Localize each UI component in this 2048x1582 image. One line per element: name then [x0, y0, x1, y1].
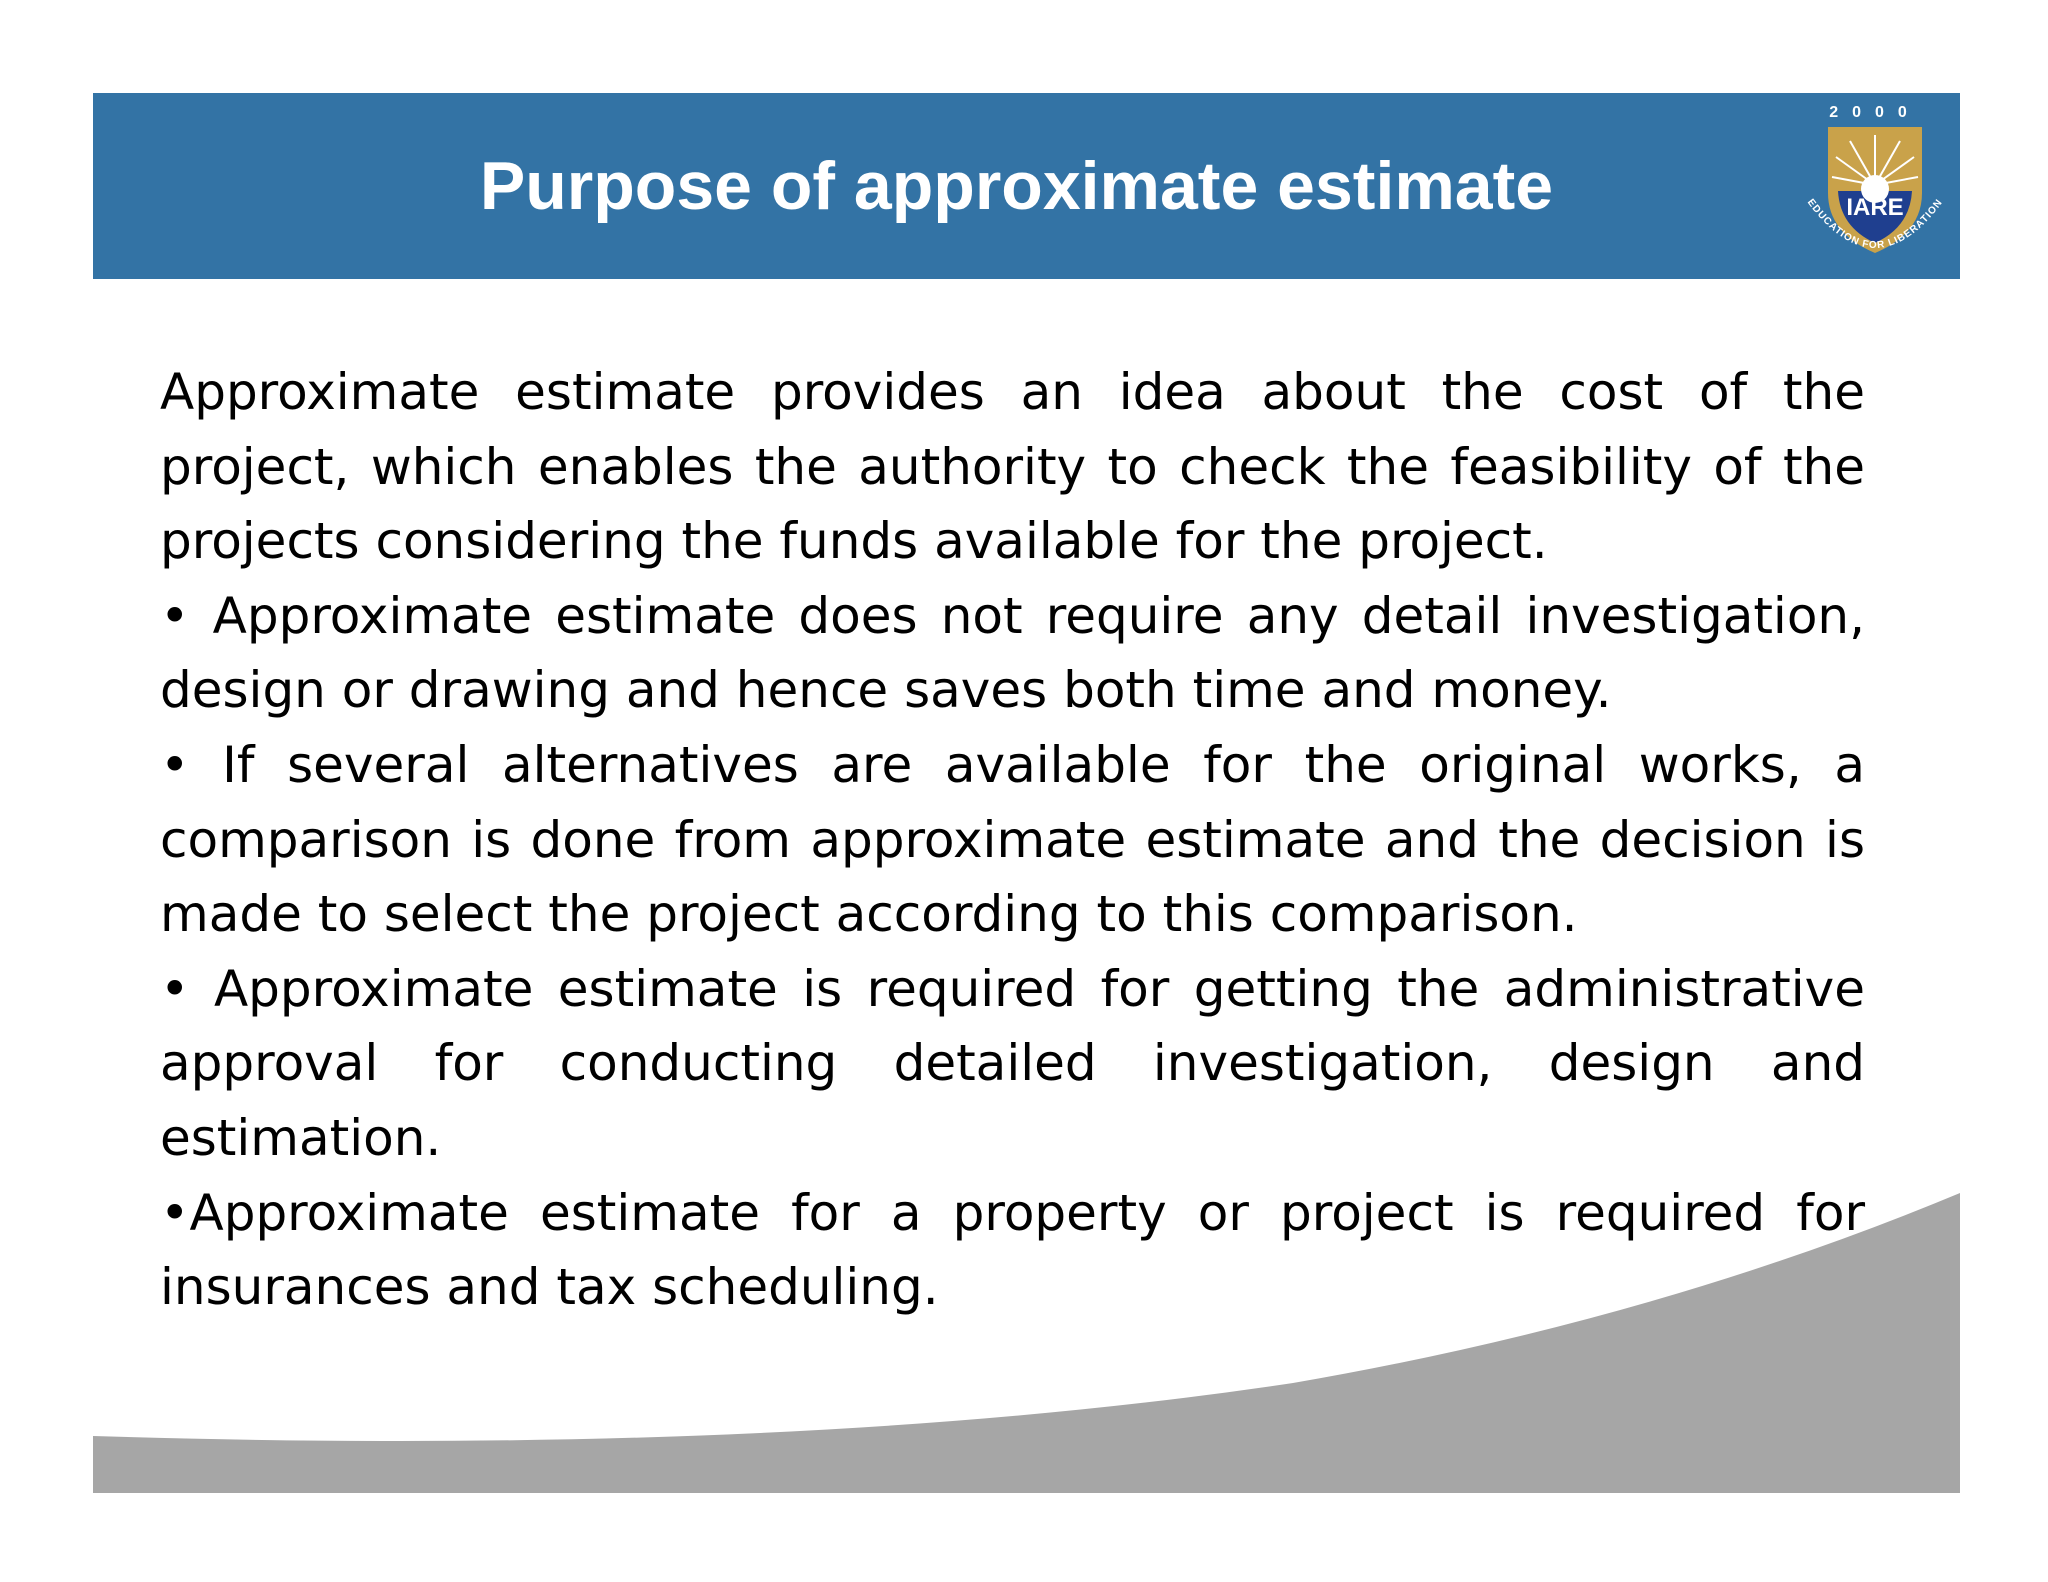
- iare-logo-icon: [1790, 93, 1960, 279]
- bullet-item: [160, 952, 1865, 1176]
- bullet-marker: •: [160, 735, 223, 794]
- slide-body: [160, 355, 1865, 1325]
- logo-motto-text: EDUCATION FOR LIBERATION: [1804, 197, 1946, 252]
- paragraph-intro: [160, 355, 1865, 579]
- bullet-item: [160, 579, 1865, 728]
- slide-title: Purpose of approximate estimate: [479, 148, 1554, 224]
- slide: [93, 93, 1960, 1493]
- bullet-text: Approximate estimate does not require any detail investigation, design or drawing and hence saves both time and money.: [160, 586, 1866, 720]
- bullet-text: If several alternatives are available for the original works, a comparison is done from approximate estimate and the decision is made to select the project according to this comparison.: [160, 735, 1865, 944]
- paragraph-text: Approximate estimate provides an idea about the cost of the project, which enables the authority to check the feasibility of the projects considering the funds available for the project.: [160, 363, 1865, 571]
- bullet-item: [160, 728, 1865, 952]
- logo-year-text: 2000: [1829, 104, 1921, 121]
- logo-name-text: IARE: [1846, 194, 1904, 221]
- bullet-text: Approximate estimate for a property or project is required for insurances and tax scheduling.: [160, 1183, 1865, 1317]
- footer-wave-decoration: [93, 1193, 1960, 1493]
- bullet-text: Approximate estimate is required for getting the administrative approval for conducting detailed investigation, design and estimation.: [160, 959, 1866, 1167]
- bullet-marker: •: [160, 959, 214, 1018]
- bullet-marker: •: [160, 586, 213, 645]
- bullet-marker: •: [160, 1183, 190, 1242]
